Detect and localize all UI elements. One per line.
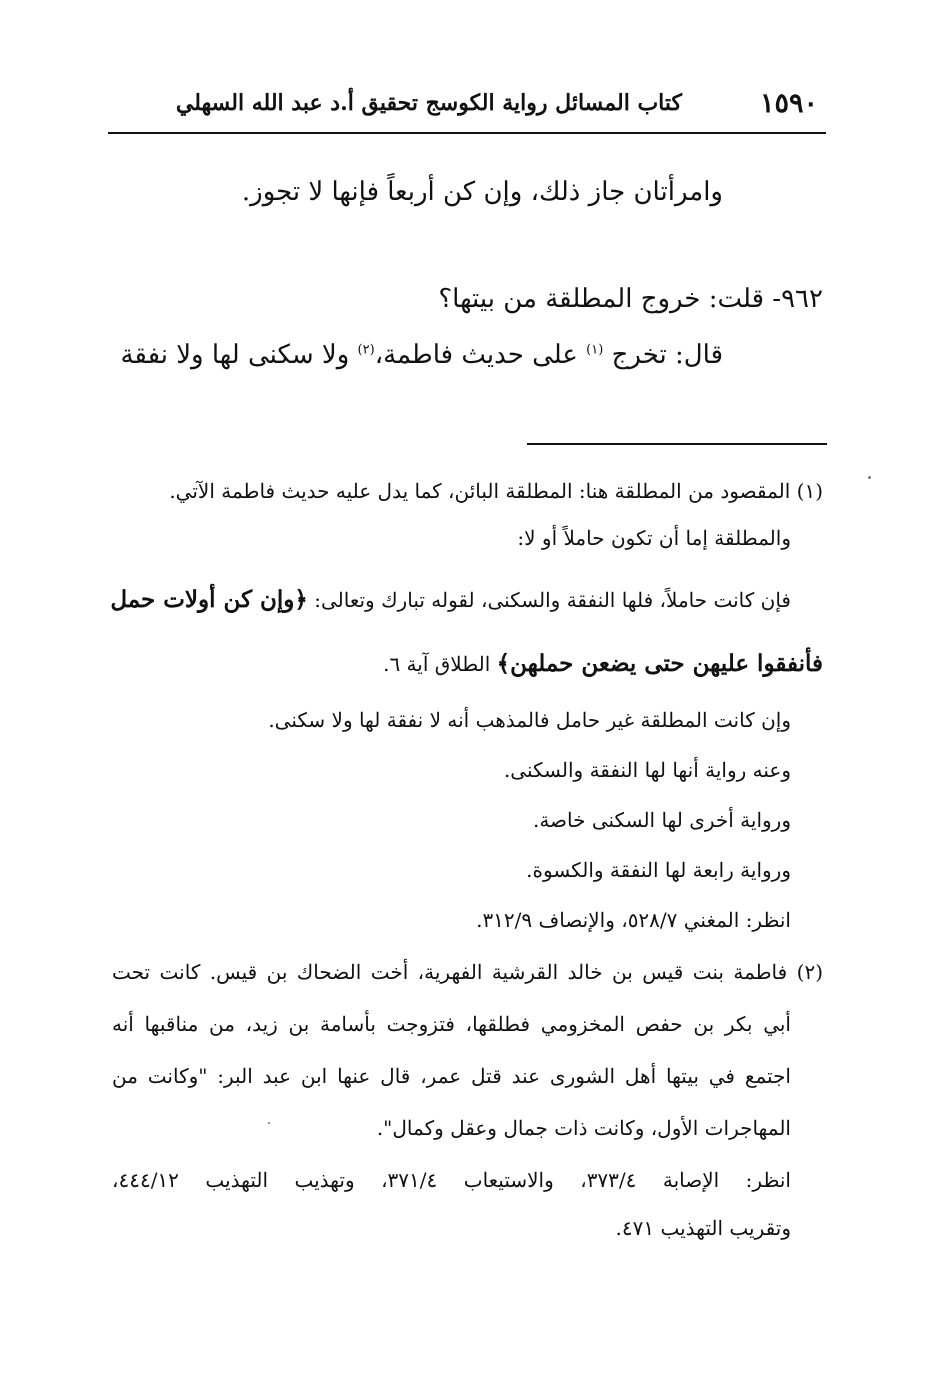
footnote-1-line-4 <box>383 650 823 677</box>
footnote-1-text: فإن كانت حاملاً، فلها النفقة والسكنى، لقوله تبارك وتعالى: <box>314 588 791 612</box>
quran-verse-part-1: ﴿وإن كن أولات حمل <box>110 586 308 613</box>
footnote-2-line-4: المهاجرات الأول، وكانت ذات جمال وعقل وكمال". <box>376 1116 791 1140</box>
page-header <box>108 88 824 130</box>
footnote-1-line-6: وعنه رواية أنها لها النفقة والسكنى. <box>503 758 791 782</box>
scan-speck <box>868 476 871 479</box>
footnote-1-line-9: انظر: المغني ٥٢٨/٧، والإنصاف ٣١٢/٩. <box>476 908 791 932</box>
footnote-2-line-5: انظر: الإصابة ٣٧٣/٤، والاستيعاب ٣٧١/٤، وتهذيب التهذيب ٤٤٤/١٢، <box>112 1168 791 1192</box>
answer-text-3: ولا سكنى لها ولا نفقة <box>120 340 350 370</box>
footnote-1-line-5: وإن كانت المطلقة غير حامل فالمذهب أنه لا نفقة لها ولا سكنى. <box>268 708 791 732</box>
footnote-2-line-3: اجتمع في بيتها أهل الشورى عند قتل عمر، قال عنها ابن عبد البر: "وكانت من <box>112 1064 791 1088</box>
page-number: ١٥٩٠ <box>759 88 818 119</box>
footnote-1-line-8: ورواية رابعة لها النفقة والكسوة. <box>526 858 791 882</box>
main-text-line-1: وامرأتان جاز ذلك، وإن كن أربعاً فإنها لا تجوز. <box>241 177 723 207</box>
footnote-2-line-1: (٢) فاطمة بنت قيس بن خالد القرشية الفهرية، أخت الضحاك بن قيس. كانت تحت <box>112 960 823 984</box>
footnote-ref-2[interactable]: (٢) <box>357 342 375 358</box>
footnote-ref-1[interactable]: (١) <box>586 342 604 358</box>
answer-line <box>108 340 723 370</box>
footnote-1-line-3 <box>112 586 791 613</box>
quran-verse-part-2: فأنفقوا عليهن حتى يضعن حملهن﴾ <box>496 650 823 677</box>
running-title: كتاب المسائل رواية الكوسج تحقيق أ.د عبد الله السهلي <box>175 90 682 116</box>
header-rule <box>108 132 826 134</box>
footnote-2-line-2: أبي بكر بن حفص المخزومي فطلقها، فتزوجت بأسامة بن زيد، من مناقبها أنه <box>112 1012 791 1036</box>
quran-citation: الطلاق آية ٦. <box>383 652 491 676</box>
footnote-1-line-7: ورواية أخرى لها السكنى خاصة. <box>532 808 791 832</box>
footnote-separator <box>527 443 827 445</box>
question-line: ٩٦٢- قلت: خروج المطلقة من بيتها؟ <box>438 284 823 314</box>
answer-text-1: قال: تخرج <box>611 340 723 370</box>
scan-speck <box>268 1122 270 1124</box>
answer-text-2: على حديث فاطمة، <box>374 340 578 370</box>
footnote-1-line-1: (١) المقصود من المطلقة هنا: المطلقة البائن، كما يدل عليه حديث فاطمة الآتي. <box>169 479 823 503</box>
footnote-2-line-6: وتقريب التهذيب ٤٧١. <box>615 1216 791 1240</box>
footnote-1-line-2: والمطلقة إما أن تكون حاملاً أو لا: <box>517 526 791 550</box>
